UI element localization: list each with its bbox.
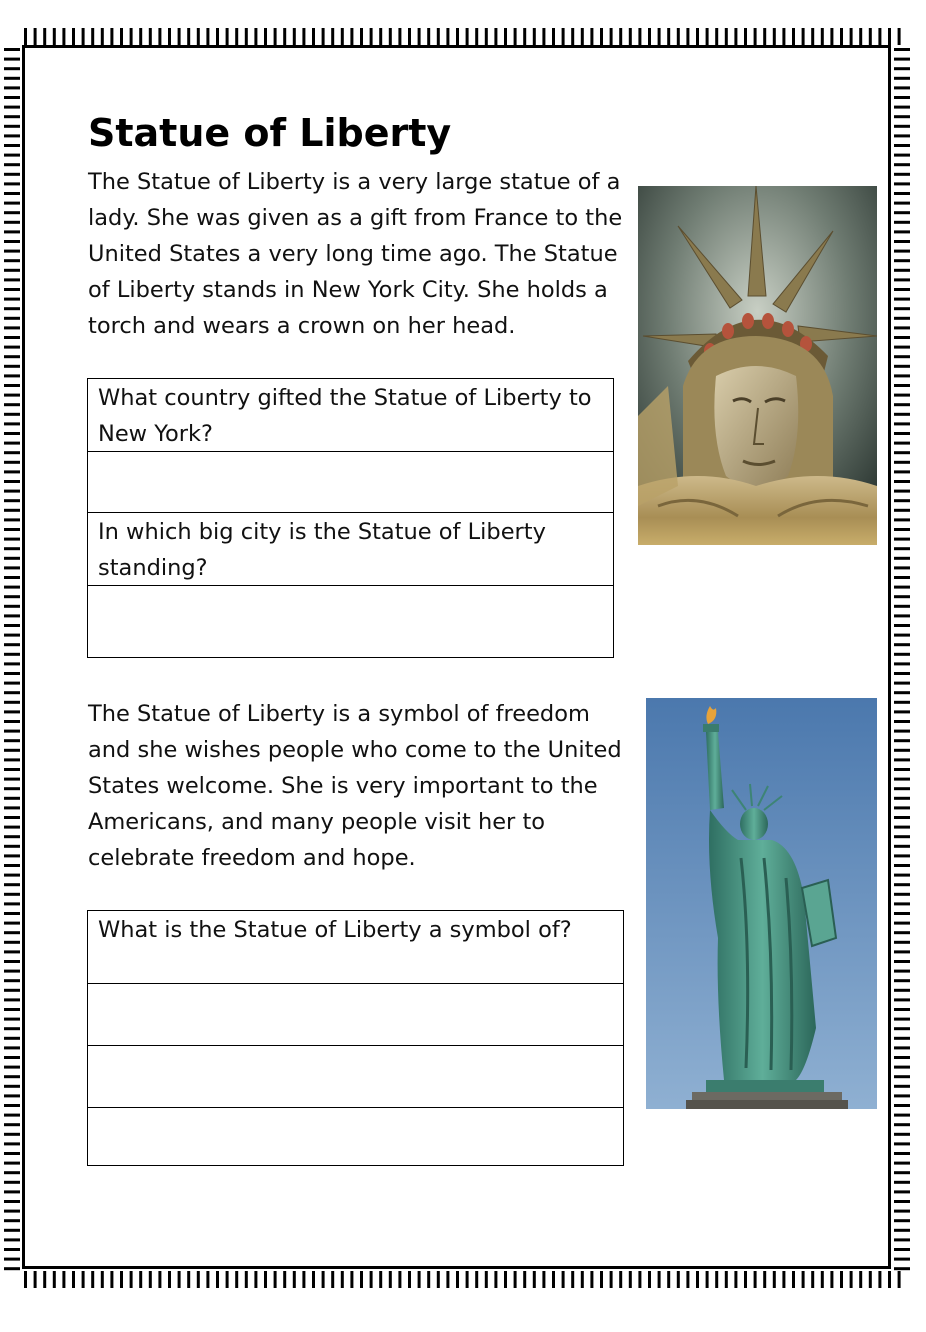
answer-text (88, 984, 623, 985)
question-row (88, 379, 613, 452)
question-text: What country gifted the Statue of Liberty to New York? (98, 385, 592, 447)
answer-line[interactable] (88, 984, 623, 1046)
intro-paragraph: The Statue of Liberty is a very large statue of a lady. She was given as a gift from France to the United States a very long time ago. The Statue of Liberty stands in New York City. She holds a torch and wears a crown on her head. (88, 169, 623, 339)
answer-text (88, 586, 613, 587)
question-row (88, 513, 613, 586)
question-row (88, 911, 623, 984)
statue-full-photo (646, 698, 877, 1109)
question-table-2 (87, 910, 624, 1166)
question-table-1 (87, 378, 614, 658)
answer-text (88, 452, 613, 453)
question-text: What is the Statue of Liberty a symbol of? (98, 917, 572, 943)
page-title: Statue of Liberty (88, 111, 452, 155)
question-text: In which big city is the Statue of Liberty standing? (98, 519, 546, 581)
answer-text (88, 1046, 623, 1047)
statue-face-photo (638, 186, 877, 545)
answer-text (88, 1108, 623, 1109)
answer-box[interactable] (88, 452, 613, 513)
symbol-paragraph: The Statue of Liberty is a symbol of freedom and she wishes people who come to the United States welcome. She is very important to the Americans, and many people visit her to celebrate freedom and hope. (88, 701, 622, 871)
answer-line[interactable] (88, 1046, 623, 1108)
answer-line[interactable] (88, 1108, 623, 1165)
answer-box[interactable] (88, 586, 613, 657)
